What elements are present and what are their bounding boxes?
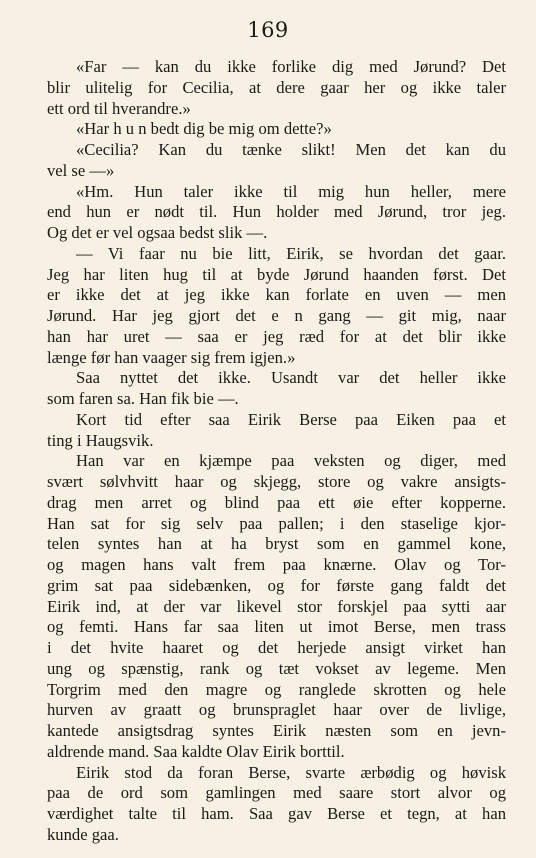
text-line: svært sølvhvitt haar og skjegg, store og vakre ansigts- bbox=[47, 472, 506, 491]
text-line: vel se —» bbox=[47, 160, 115, 180]
text-line: hurven av graatt og brunspraglet haar over de livlige, bbox=[47, 700, 506, 720]
text-line: Saa nyttet det ikke. Usandt var det heller ikke bbox=[76, 368, 506, 388]
body-text bbox=[47, 57, 506, 846]
text-line: ung og spænstig, rank og tæt vokset av legeme. Men bbox=[47, 658, 506, 678]
text-line: og magen hans valt frem paa knærne. Olav og Tor- bbox=[47, 555, 506, 574]
text-line: ett ord til hverandre.» bbox=[47, 98, 191, 118]
text-line: Jørund. Har jeg gjort det e n gang — git mig, naar bbox=[47, 306, 506, 325]
text-line: «Har h u n bedt dig be mig om dette?» bbox=[76, 119, 332, 139]
text-line: kunde gaa. bbox=[47, 824, 119, 844]
text-line: grim sat paa sidebænken, og for første gang faldt det bbox=[47, 575, 506, 595]
text-line: Og det er vel ogsaa bedst slik —. bbox=[47, 223, 268, 242]
text-line: «Hm. Hun taler ikke til mig hun heller, mere bbox=[76, 181, 506, 201]
text-line: drag men arret og blind paa ett øie efter kopperne. bbox=[47, 492, 506, 512]
page-number: 169 bbox=[247, 18, 289, 42]
text-line: Eirik ind, at der var likevel stor forskjel paa sytti aar bbox=[47, 596, 506, 616]
text-line: — Vi faar nu bie litt, Eirik, se hvordan det gaar. bbox=[76, 243, 506, 263]
text-line: telen syntes han at ha bryst som en gammel kone, bbox=[47, 534, 506, 554]
text-line: paa de ord som gamlingen med saare stort alvor og bbox=[47, 783, 506, 803]
text-line: Kort tid efter saa Eirik Berse paa Eiken paa et bbox=[76, 409, 506, 429]
text-line: aldrende mand. Saa kaldte Olav Eirik borttil. bbox=[47, 741, 345, 761]
text-line: «Far — kan du ikke forlike dig med Jørund? Det bbox=[76, 57, 506, 76]
text-line: Jeg har liten hug til at byde Jørund haanden først. Det bbox=[47, 264, 506, 284]
text-line: er ikke det at jeg ikke kan forlate en uven — men bbox=[47, 285, 506, 305]
text-line: som faren sa. Han fik bie —. bbox=[47, 389, 239, 408]
text-line: Eirik stod da foran Berse, svarte ærbødig og høvisk bbox=[76, 762, 506, 782]
text-line: Han sat for sig selv paa pallen; i den staselige kjor- bbox=[47, 513, 506, 533]
text-line: «Cecilia? Kan du tænke slikt! Men det kan du bbox=[76, 140, 506, 159]
text-line: blir ulitelig for Cecilia, at dere gaar her og ikke taler bbox=[47, 77, 506, 97]
text-line: kantede ansigtsdrag syntes Eirik næsten som en jevn- bbox=[47, 721, 506, 740]
text-line: længe før han vaager sig frem igjen.» bbox=[47, 347, 296, 367]
text-line: han har uret — saa er jeg ræd for at det blir ikke bbox=[47, 326, 506, 346]
text-line: og femti. Hans far saa liten ut imot Berse, men trass bbox=[47, 617, 506, 637]
text-line: i det hvite haaret og det herjede ansigt virket han bbox=[47, 638, 506, 657]
text-line: værdighet talte til ham. Saa gav Berse et tegn, at han bbox=[47, 804, 506, 823]
text-line: end hun er nødt til. Hun holder med Jørund, tror jeg. bbox=[47, 202, 506, 222]
text-line: Han var en kjæmpe paa veksten og diger, med bbox=[76, 451, 506, 471]
text-line: Torgrim med den magre og ranglede skrotten og hele bbox=[47, 679, 506, 699]
text-line: ting i Haugsvik. bbox=[47, 430, 154, 450]
